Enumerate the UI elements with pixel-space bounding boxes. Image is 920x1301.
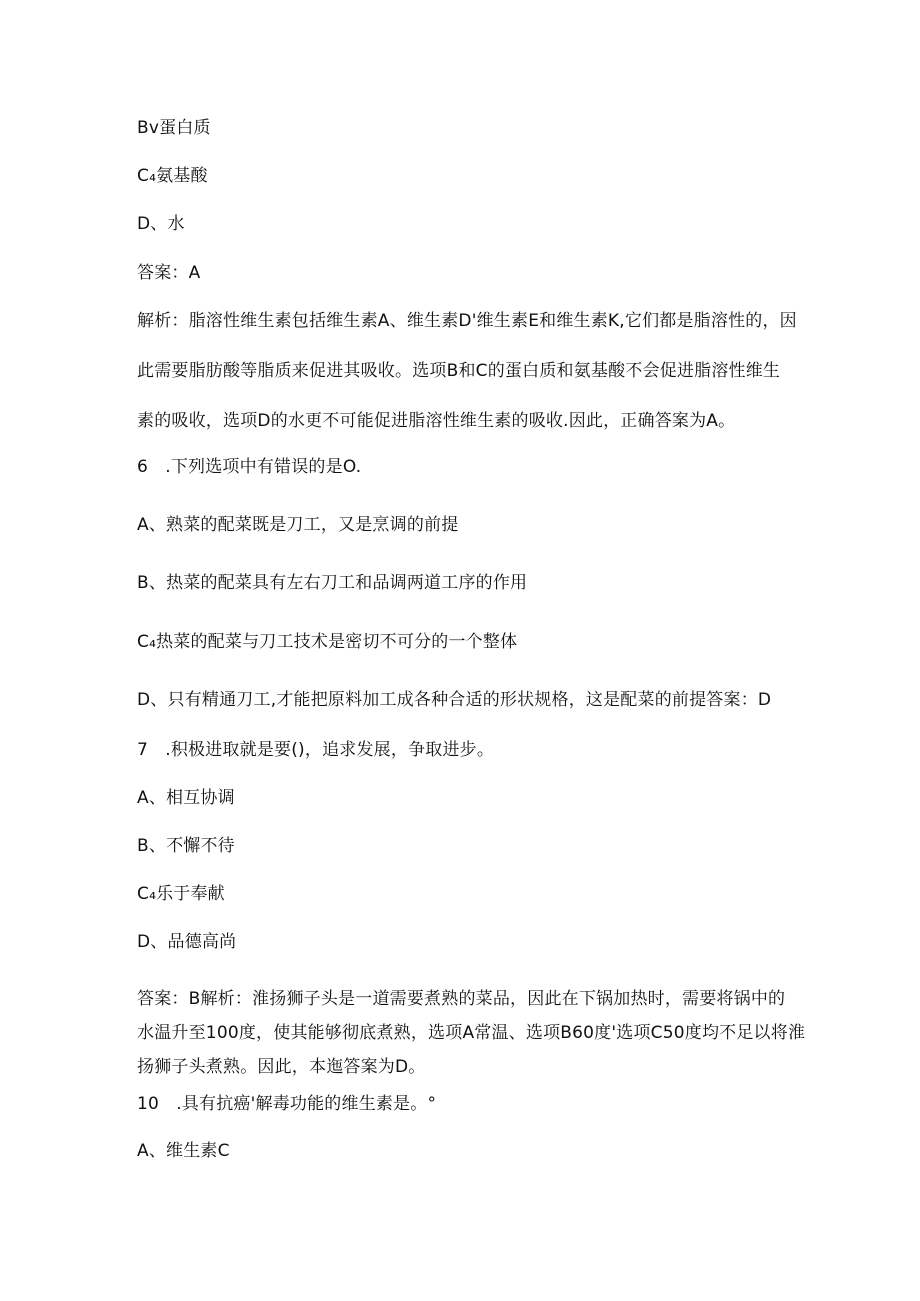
option-c-amino-acid: C₄氨基酸 xyxy=(137,166,208,186)
question-6-option-a: A、熟菜的配菜既是刀工，又是烹调的前提 xyxy=(137,515,459,535)
question-10: 10 .具有抗癌'解毒功能的维生素是。° xyxy=(137,1094,437,1114)
explanation-2-line-3: 扬狮子头煮熟。因此，本迤答案为D。 xyxy=(137,1057,426,1077)
question-7: 7 .积极进取就是要()，追求发展，争取进步。 xyxy=(137,740,495,760)
explanation-1-line-3: 素的吸收，选项D的水更不可能促进脂溶性维生素的吸收.因此，正确答案为A。 xyxy=(137,411,736,431)
option-b-protein: Bv蛋白质 xyxy=(137,118,211,138)
question-6-option-c: C₄热菜的配菜与刀工技术是密切不可分的一个整体 xyxy=(137,632,518,652)
question-7-option-d: D、品德高尚 xyxy=(137,932,237,952)
answer-line: 答案：A xyxy=(137,263,201,283)
question-7-option-c: C₄乐于奉献 xyxy=(137,884,225,904)
question-6: 6 .下列选项中有错误的是O. xyxy=(137,457,362,477)
question-7-option-a: A、相互协调 xyxy=(137,788,235,808)
question-6-option-d-answer: D、只有精通刀工,才能把原料加工成各种合适的形状规格，这是配菜的前提答案：D xyxy=(137,690,772,710)
explanation-2-line-2: 水温升至100度，使其能够彻底煮熟，选项A常温、选项B60度'选项C50度均不足以将淮 xyxy=(137,1023,806,1043)
explanation-paragraph-1 xyxy=(137,311,797,431)
option-d-water: D、水 xyxy=(137,214,185,234)
question-7-option-b: B、不懈不待 xyxy=(137,836,235,856)
question-10-option-a: A、维生素C xyxy=(137,1141,230,1161)
explanation-1-line-2: 此需要脂肪酸等脂质来促进其吸收。选项B和C的蛋白质和氨基酸不会促进脂溶性维生 xyxy=(137,361,781,381)
explanation-1-line-1: 解析：脂溶性维生素包括维生素A、维生素D'维生素E和维生素K,它们都是脂溶性的，因 xyxy=(137,311,797,331)
explanation-paragraph-2 xyxy=(137,989,806,1077)
explanation-2-line-1: 答案：B解析：淮扬狮子头是一道需要煮熟的菜品，因此在下锅加热时，需要将锅中的 xyxy=(137,989,786,1009)
question-6-option-b: B、热菜的配菜具有左右刀工和品调两道工序的作用 xyxy=(137,573,528,593)
